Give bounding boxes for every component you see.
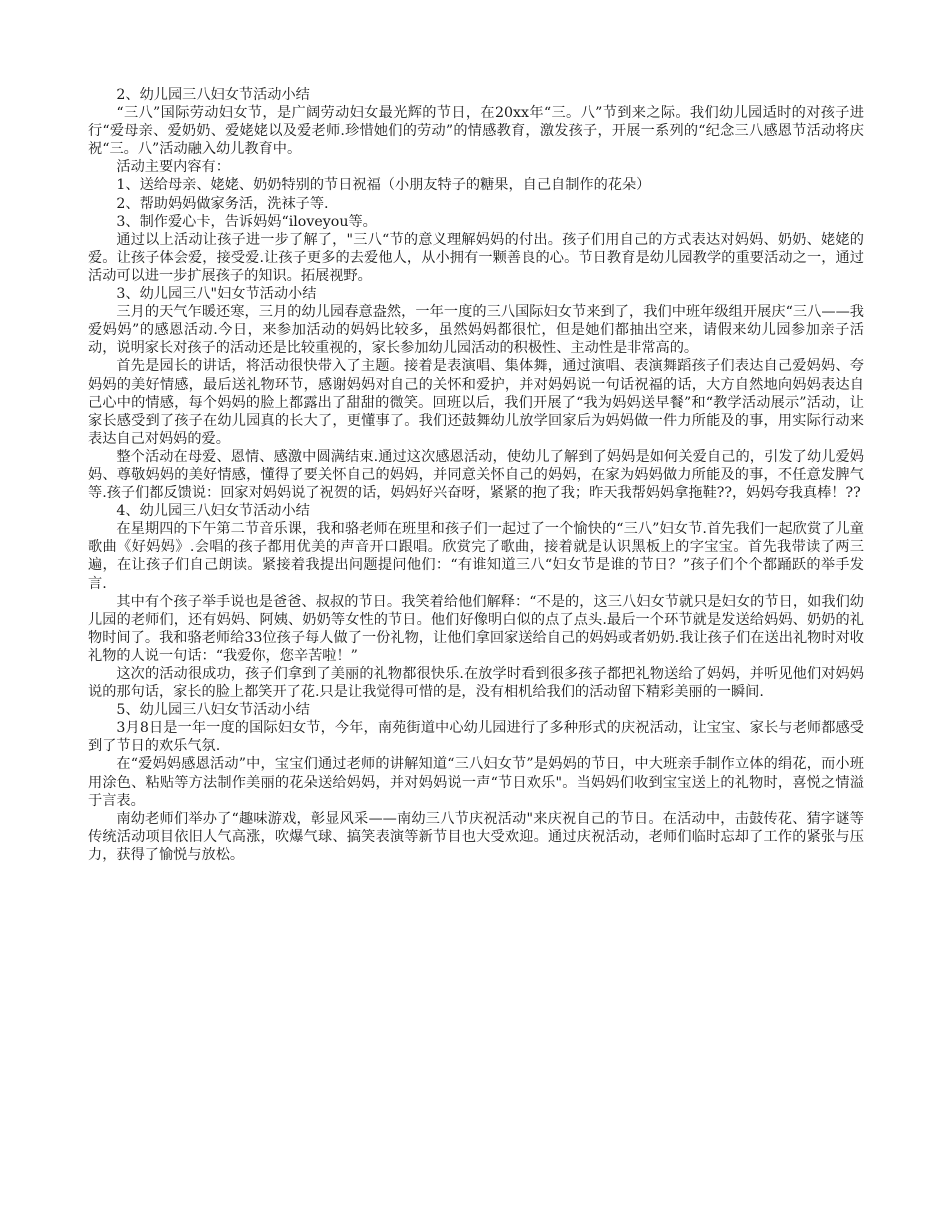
list-item: 3、制作爱心卡，告诉妈妈“iloveyou等。 bbox=[116, 213, 377, 230]
paragraph: 通过以上活动让孩子进一步了解了，"三八“节的意义理解妈妈的付出。孩子们用自己的方式表达对妈妈、奶奶、姥姥的爱。让孩子体会爱，接受爱.让孩子更多的去爱他人，从小拥有一颗善良的心。节日教育是幼儿园教学的重要活动之一，通过活动可以进一步扩展孩子的知识。拓展视野。 bbox=[88, 231, 864, 284]
section-heading-2: 2、幼儿园三八妇女节活动小结 bbox=[116, 87, 310, 103]
list-item: 2、帮助妈妈做家务活，洗袜子等. bbox=[116, 195, 329, 212]
paragraph: 在星期四的下午第二节音乐课，我和骆老师在班里和孩子们一起过了一个愉快的“三八”妇女节.首先我们一起欣赏了儿童歌曲《好妈妈》.会唱的孩子都用优美的声音开口跟唱。欣赏完了歌曲，接着就是认识黑板上的字宝宝。首先我带读了两三遍，在让孩子们自己朗读。紧接着我提出问题提问他们：“有谁知道三八“妇女节是谁的节日？”孩子们个个都踊跃的举手发言. bbox=[88, 521, 864, 592]
list-item: 1、送给母亲、姥姥、奶奶特别的节日祝福（小朋友特子的糖果，自己自制作的花朵） bbox=[116, 177, 651, 194]
paragraph: 首先是园长的讲话，将活动很快带入了主题。接着是表演唱、集体舞，通过演唱、表演舞蹈孩子们表达自己爱妈妈、夸妈妈的美好情感，最后送礼物环节，感谢妈妈对自己的关怀和爱护，并对妈妈说一句话祝福的话，大方自然地向妈妈表达自己心中的情感，每个妈妈的脸上都露出了甜甜的微笑。回班以后，我们开展了“我为妈妈送早餐”和“教学活动展示”活动，让家长感受到了孩子在幼儿园真的长大了，更懂事了。我们还鼓舞幼儿放学回家后为妈妈做一件力所能及的事，用实际行动来表达自己对妈妈的爱。 bbox=[88, 358, 864, 447]
section-heading-4: 4、幼儿园三八妇女节活动小结 bbox=[116, 503, 310, 520]
section-heading-5: 5、幼儿园三八妇女节活动小结 bbox=[116, 702, 310, 719]
paragraph: 在“爱妈妈感恩活动”中，宝宝们通过老师的讲解知道“三八妇女节”是妈妈的节日，中大班亲手制作立体的绢花，而小班用涂色、粘贴等方法制作美丽的花朵送给妈妈，并对妈妈说一声“节日欢乐"。当妈妈们收到宝宝送上的礼物时，喜悦之情溢于言表。 bbox=[88, 756, 864, 809]
paragraph: 活动主要内容有： bbox=[116, 159, 230, 176]
document-body bbox=[88, 86, 864, 864]
paragraph: 南幼老师们举办了“趣味游戏，彰显风采——南幼三八节庆祝活动"来庆祝自己的节日。在活动中，击鼓传花、猜字谜等传统活动项目依旧人气高涨，吹爆气球、搞笑表演等新节目也大受欢迎。通过庆祝活动，老师们临时忘却了工作的紧张与压力，获得了愉悦与放松。 bbox=[88, 810, 864, 863]
paragraph: 这次的活动很成功，孩子们拿到了美丽的礼物都很快乐.在放学时看到很多孩子都把礼物送给了妈妈，并听见他们对妈妈说的那句话，家长的脸上都笑开了花.只是让我觉得可惜的是，没有相机给我们的活动留下精彩美丽的一瞬间. bbox=[88, 666, 864, 701]
paragraph: 整个活动在母爱、恩情、感激中圆满结束.通过这次感恩活动，使幼儿了解到了妈妈是如何关爱自己的，引发了幼儿爱妈妈、尊敬妈妈的美好情感，懂得了要关怀自己的妈妈，并同意关怀自己的妈妈，在家为妈妈做力所能及的事，不任意发脾气等.孩子们都反馈说：回家对妈妈说了祝贺的话，妈妈好兴奋呀，紧紧的抱了我；昨天我帮妈妈拿拖鞋??，妈妈夸我真棒！?? bbox=[88, 448, 864, 502]
section-heading-3: 3、幼儿园三八"妇女节活动小结 bbox=[116, 286, 317, 303]
paragraph: 三月的天气乍暖还寒，三月的幼儿园春意盎然，一年一度的三八国际妇女节来到了，我们中班年级组开展庆“三八——我爱妈妈”的感恩活动.今日，来参加活动的妈妈比较多，虽然妈妈都很忙，但是她们都抽出空来，请假来幼儿园参加亲子活动，说明家长对孩子的活动还是比较重视的，家长参加幼儿园活动的积极性、主动性是非常高的。 bbox=[88, 304, 864, 357]
paragraph: 其中有个孩子举手说也是爸爸、叔叔的节日。我笑着给他们解释：“不是的，这三八妇女节就只是妇女的节日，如我们幼儿园的老师们，还有妈妈、阿姨、奶奶等女性的节日。他们好像明白似的点了点头.最后一个环节就是发送给妈妈、奶奶的礼物时间了。我和骆老师给33位孩子每人做了一份礼物，让他们拿回家送给自己的妈妈或者奶奶.我让孩子们在送出礼物时对收礼物的人说一句话：“我爱你，您辛苦啦！” bbox=[88, 593, 864, 664]
paragraph: 3月8日是一年一度的国际妇女节，今年，南苑街道中心幼儿园进行了多种形式的庆祝活动，让宝宝、家长与老师都感受到了节日的欢乐气氛. bbox=[88, 720, 864, 755]
paragraph: “三八”国际劳动妇女节，是广阔劳动妇女最光辉的节日，在20xx年“三。八”节到来之际。我们幼儿园适时的对孩子进行“爱母亲、爱奶奶、爱姥姥以及爱老师.珍惜她们的劳动”的情感教育，激发孩子，开展一系列的“纪念三八感恩节活动将庆祝“三。八”活动融入幼儿教育中。 bbox=[88, 105, 864, 158]
